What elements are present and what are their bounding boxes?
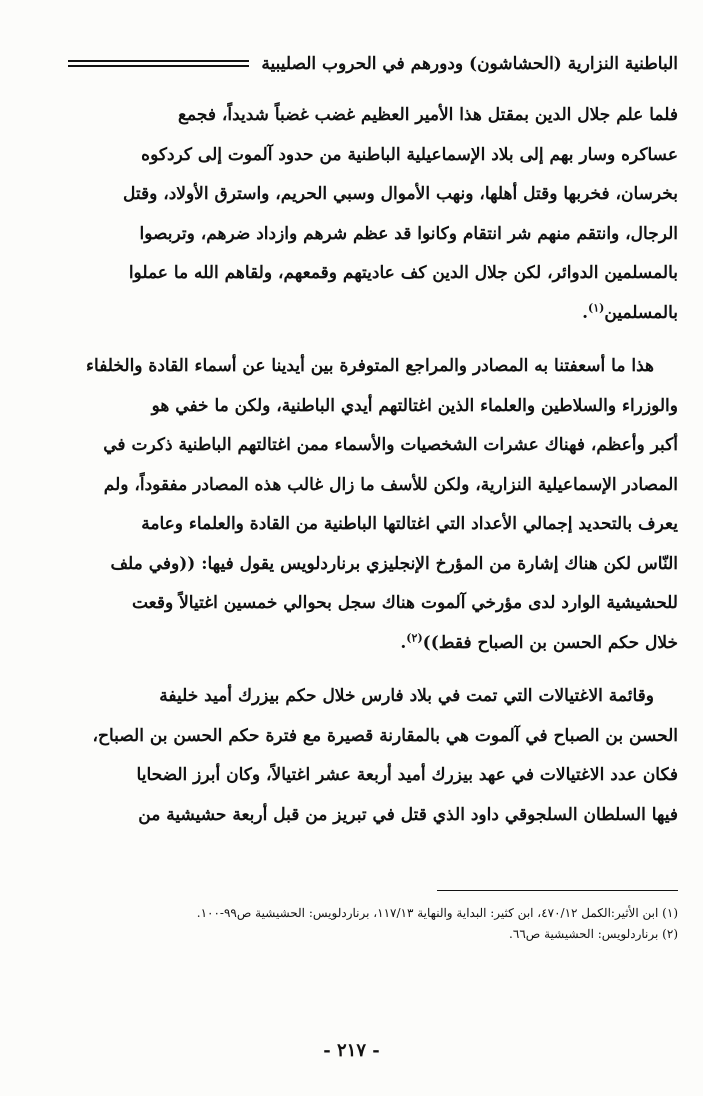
header-title: الباطنية النزارية (الحشاشون) ودورهم في الحروب الصليبية [261, 54, 678, 74]
paragraph-1 [68, 96, 678, 333]
text-segment: . [400, 632, 407, 653]
paragraph-2 [68, 347, 678, 663]
footnote-separator [437, 890, 678, 891]
text-line: بالمسلمين الدوائر، لكن جلال الدين كف عاديتهم وقمعهم، ولقاهم الله ما عملوا [128, 263, 678, 283]
text-line: يعرف بالتحديد إجمالي الأعداد التي اغتالتها الباطنية من القادة والعلماء وعامة [141, 514, 678, 534]
page-number: - ٢١٧ - [323, 1040, 380, 1061]
text-line: أكبر وأعظم، فهناك عشرات الشخصيات والأسماء ممن اغتالتهم الباطنية ذكرت في [103, 435, 678, 455]
paragraph-3 [68, 677, 678, 835]
text-line: عساكره وسار بهم إلى بلاد الإسماعيلية الباطنية من حدود آلموت إلى كردكوه [141, 144, 678, 165]
footnote-2: (٢) برناردلويس: الحشيشية ص٦٦. [509, 927, 678, 941]
running-header [68, 46, 678, 82]
text-line: هذا ما أسعفتنا به المصادر والمراجع المتوفرة بين أيدينا عن أسماء القادة والخلفاء [86, 356, 654, 376]
text-line: والوزراء والسلاطين والعلماء الذين اغتالتهم أيدي الباطنية، ولكن ما خفي هو [151, 395, 678, 416]
text-line: بخرسان، فخربها وقتل أهلها، ونهب الأموال وسبي الحريم، واسترق الأولاد، وقتل [122, 184, 678, 204]
text-segment: بالمسلمين [604, 302, 678, 323]
footnote-1: (١) ابن الأثير:الكمل ٤٧٠/١٢، ابن كثير: البداية والنهاية ١١٧/١٣، برناردلويس: الحشيشية ص٩٩-١٠٠. [196, 906, 678, 920]
text-line: النّاس لكن هناك إشارة من المؤرخ الإنجليزي برناردلويس يقول فيها: ((وفي ملف [110, 553, 678, 574]
text-segment: خلال حكم الحسن بن الصباح فقط)) [422, 632, 678, 653]
text-segment: . [582, 302, 589, 323]
footnote-ref-1[interactable]: (١) [588, 300, 605, 314]
text-line [68, 294, 678, 334]
text-line: الحسن بن الصباح في آلموت هي بالمقارنة قصيرة مع فترة حكم الحسن بن الصباح، [92, 725, 678, 746]
text-line: للحشيشية الوارد لدى مؤرخي آلموت هناك سجل بحوالي خمسين اغتيالاً وقعت [131, 593, 678, 613]
text-line: فكان عدد الاغتيالات في عهد بيزرك أميد أربعة عشر اغتيالاً، وكان أبرز الضحايا [136, 765, 678, 785]
text-line: المصادر الإسماعيلية النزارية، ولكن للأسف ما زال غالب هذه المصادر مفقوداً، ولم [103, 474, 678, 495]
text-line: فلما علم جلال الدين بمقتل هذا الأمير العظيم غضب غضباً شديداً، فجمع [177, 105, 678, 125]
text-line: فيها السلطان السلجوقي داود الذي قتل في تبريز من قبل أربعة حشيشية من [138, 804, 678, 825]
footnote-ref-2[interactable]: (٢) [406, 630, 423, 644]
text-line: الرجال، وانتقم منهم شر انتقام وكانوا قد عظم شرهم وازداد ضرهم، وتربصوا [139, 223, 678, 244]
header-double-rule [68, 59, 249, 69]
text-line: وقائمة الاغتيالات التي تمت في بلاد فارس خلال حكم بيزرك أميد خليفة [159, 686, 654, 706]
text-line [68, 624, 678, 664]
footnotes [68, 903, 678, 945]
body-text [68, 96, 678, 849]
